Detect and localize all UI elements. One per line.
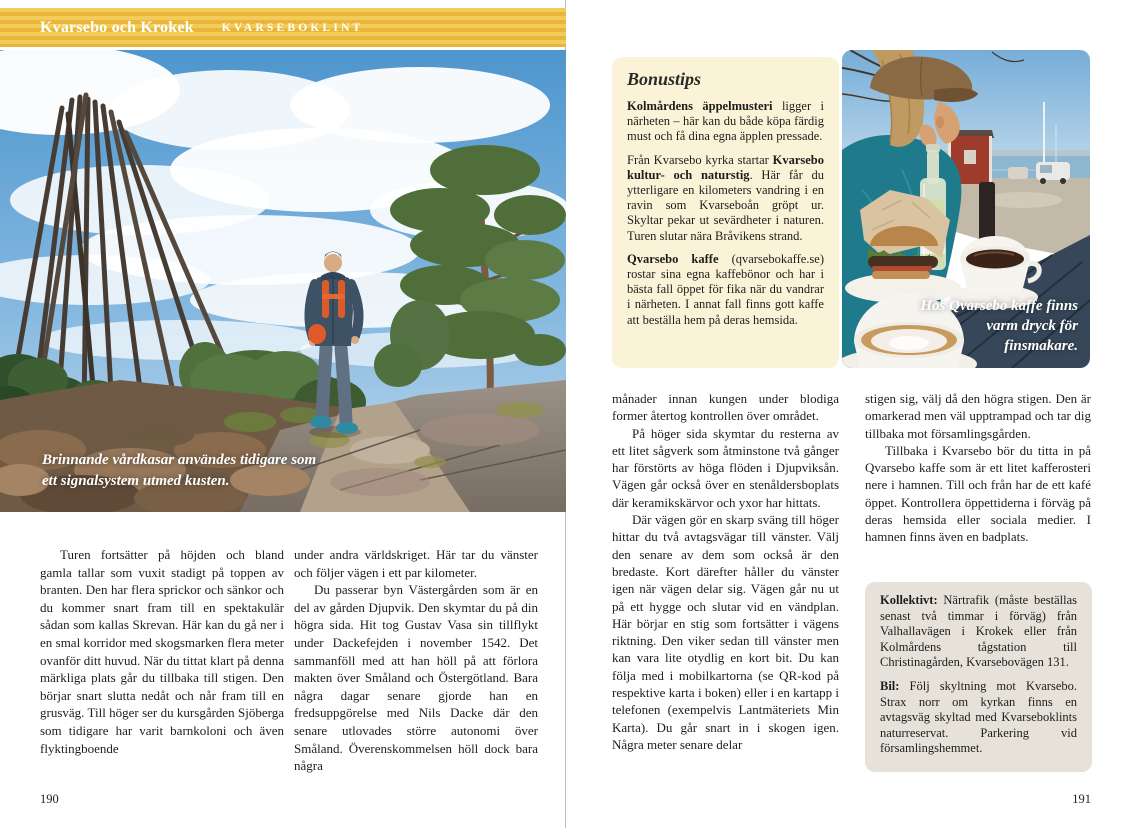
right-page-column-1	[612, 390, 839, 753]
body-paragraph: månader innan kungen under blodiga former återtog kontrollen över området.	[612, 391, 839, 424]
bonustips-box	[612, 57, 839, 368]
paragraph-text: Från Kvarsebo kyrka startar	[627, 152, 773, 167]
bold-lead: Qvarsebo kaffe	[627, 251, 719, 266]
hiker-photo	[0, 50, 566, 512]
travel-info-box	[865, 582, 1092, 772]
chapter-title: Kvarsebo och Krokek	[40, 18, 194, 36]
bonustips-paragraph	[627, 252, 824, 328]
left-page-column-1	[40, 546, 284, 757]
bold-lead: Bil:	[880, 678, 900, 693]
bonustips-paragraph	[627, 153, 824, 244]
bold-lead: Kolmårdens äppelmusteri	[627, 99, 773, 113]
hiker-photo-illustration	[0, 50, 566, 512]
page-number-right: 191	[1072, 792, 1091, 806]
paragraph-text: Följ skyltning mot Kvarsebo. Strax norr om kyrkan finns en avtagsväg skyltad med Kvarseboklints naturreservat. Parkering vid församlingshemmet.	[880, 678, 1077, 756]
chapter-header-bar	[0, 8, 566, 47]
info-paragraph	[880, 679, 1077, 757]
info-paragraph	[880, 593, 1077, 671]
left-page-column-2	[294, 546, 538, 775]
paragraph-text: Närtrafik (måste beställas senast två timmar i förväg) från Valhallavägen i Krokek eller från Kolmårdens tågstation till Christinagården, Kvarsebovägen 131.	[880, 593, 1077, 670]
body-paragraph: stigen sig, välj då den högra stigen. Den är omarkerad men väl upptrampad och tar dig tillbaka mot församlingsgården.	[865, 391, 1091, 441]
body-paragraph: Där vägen gör en skarp sväng till höger hittar du två avtagsvägar till vänster. Välj den senare av dem som också är den bredaste. Kort därefter håller du vänster igen när vägen delar sig. Vägen går nu ut på ett hygge och slutar vid en vändplan. Här börjar en stig som fortsätter i vägens riktning. Den viker sedan till vänster men kan vara lite otydlig en kort bit. Du kan följa med i mobilkartorna (se QR-kod på respektive karta i boken) eller i en kartapp i telefonen (exempelvis Lantmäteriets Min Karta). Du går snart in i skogen igen. Några meter senare delar	[612, 512, 839, 752]
photo-caption-right: Hos Qvarsebo kaffe finns varm dryck för finsmakare.	[920, 298, 1078, 354]
paragraph-text: (qvarsebokaffe.se) rostar sina egna kaffebönor och har i bästa fall öppet för fika när du vandrar i närheten. I annat fall finns gott kaffe att beställa hem på deras hemsida.	[627, 251, 824, 327]
paragraph-text: . Här får du ytterligare en kilometers vandring i en ravin som Kvarseboån gröpt ur. Skyltar pekar ut sevärdheter i naturen. Turen slutar nära Bråvikens strand.	[627, 167, 824, 243]
parked-car	[1008, 167, 1028, 179]
body-paragraph: Du passerar byn Västergården som är en del av gården Djupvik. Den skymtar du på din högra sida. Hit tog Gustav Vasa sin tillflykt under Dackefejden i november 1542. Det sammanföll med att han höll på att förlora makten över Småland och Östergötland. Bara några dagar senare gjorde han en fredsuppgörelse med Nils Dacke där den senare utlovades större autonomi över Småland. Överenskommelsen höll dock bara några	[294, 582, 538, 774]
bonustips-paragraph	[627, 99, 824, 145]
ground	[0, 380, 566, 512]
bonustips-title: Bonustips	[627, 69, 702, 89]
right-page-column-2	[865, 390, 1091, 546]
photo-caption-left: Brinnande vårdkasar användes tidigare som ett signalsystem utmed kusten.	[42, 452, 317, 489]
body-paragraph: Tillbaka i Kvarsebo bör du titta in på Qvarsebo kaffe som är ett litet kafferosteri nere i hamnen. Till och från har de ett kafé öppet. Kontrollera öppettiderna i förväg på deras hemsida eller sociala medier. I hamnen finns även en badplats.	[865, 442, 1091, 545]
body-paragraph: under andra världskriget. Här tar du vänster och följer vägen i ett par kilometer.	[294, 547, 538, 580]
paragraph-text: ligger i närheten – här kan du både köpa färdig must och få dina egna äpplen pressade.	[627, 99, 824, 144]
body-paragraph: Turen fortsätter på höjden och bland gamla tallar som vuxit stadigt på toppen av branten. Den har flera sprickor och sänkor och du kommer snart fram till en spektakulär sådan som kallas Skrevan. Här kan du gå ner i en smal korridor med skogsmarken flera meter ovanför ditt huvud. När du tittat klart på denna märkliga plats går du tillbaka till stigen. Den börjar snart slutta nedåt och når fram till en grusväg. Till höger ser du kursgården Sjöberga som tidigare har varit barnkoloni och även flyktingboende	[40, 547, 284, 756]
body-paragraph: På höger sida skymtar du resterna av ett litet sågverk som åtminstone två gånger har förstörts av höga flöden i Djupviksån. Vägen går också över en stenåldersboplats där keramikskärvor och yxor har hittats.	[612, 425, 839, 510]
trail-name: KVARSEBOKLINT	[221, 21, 364, 34]
cafe-photo	[842, 50, 1090, 368]
bold-lead: Kvarsebo kultur- och naturstig	[627, 152, 824, 182]
page-number-left: 190	[40, 792, 59, 806]
bold-lead: Kollektivt:	[880, 593, 938, 607]
